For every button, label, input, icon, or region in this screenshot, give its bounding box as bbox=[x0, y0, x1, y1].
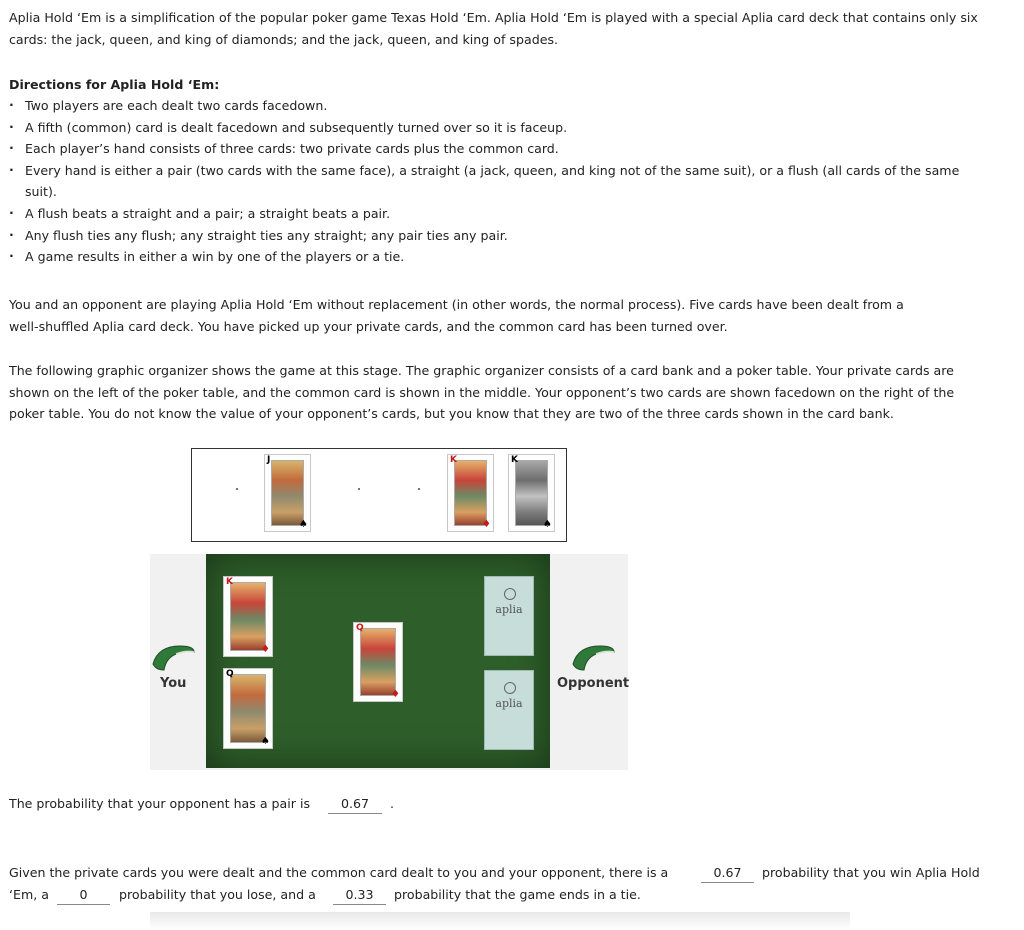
you-label: You bbox=[160, 676, 187, 691]
spade-icon: ♠ bbox=[261, 736, 270, 747]
list-item: . Every hand is either a pair (two cards with the same face), a straight (a jack, queen, and king not of the same suit), or a flush (all cards of the same suit). bbox=[0, 160, 1000, 203]
list-item: . A fifth (common) card is dealt facedown and subsequently turned over so it is faceup. bbox=[0, 117, 1000, 139]
answer-field-opponent-pair[interactable]: 0.67 bbox=[328, 795, 382, 814]
aplia-logo-icon bbox=[504, 682, 516, 694]
question-opponent-pair bbox=[9, 793, 310, 815]
directions-list bbox=[0, 95, 1000, 268]
empty-slot-marker bbox=[358, 488, 360, 490]
card-rank: K bbox=[511, 455, 518, 465]
intro-paragraph bbox=[9, 7, 1017, 50]
card-rank: Q bbox=[356, 623, 364, 633]
diamond-icon: ♦ bbox=[261, 644, 270, 655]
question-suffix: . bbox=[390, 796, 395, 811]
question-outcome-text: Given the private cards you were dealt and the common card dealt to you and your opponent, there is a bbox=[9, 865, 669, 880]
your-card-queen-spades[interactable] bbox=[223, 668, 273, 749]
empty-slot-marker bbox=[418, 488, 420, 490]
card-bank bbox=[191, 448, 567, 542]
organizer-line-1: The following graphic organizer shows the game at this stage. The graphic organizer consists of a card bank and a poker table. Your private cards are bbox=[9, 363, 954, 378]
opponent-card-facedown[interactable] bbox=[484, 670, 534, 750]
list-item: . Two players are each dealt two cards facedown. bbox=[0, 95, 1000, 117]
card-rank: K bbox=[450, 455, 457, 465]
setup-line-1: You and an opponent are playing Aplia Hold ‘Em without replacement (in other words, the normal process). Five cards have been dealt from a bbox=[9, 297, 904, 312]
question-outcome-text: probability that the game ends in a tie. bbox=[394, 887, 641, 902]
question-outcome-text: probability that you lose, and a bbox=[119, 887, 316, 902]
empty-slot-marker bbox=[236, 488, 238, 490]
diamond-icon: ♦ bbox=[482, 519, 491, 530]
card-rank: K bbox=[226, 577, 233, 587]
bank-card-king-diamonds[interactable] bbox=[447, 454, 494, 532]
opponent-label: Opponent bbox=[557, 676, 630, 691]
setup-line-2: well-shuffled Aplia card deck. You have picked up your private cards, and the common card has been turned over. bbox=[9, 318, 728, 334]
card-rank: Q bbox=[226, 669, 234, 679]
question-outcome-text: ‘Em, a bbox=[9, 887, 49, 902]
organizer-line-3: poker table. You do not know the value of your opponent’s cards, but you know that they are two of the three cards shown in the card bank. bbox=[9, 406, 894, 421]
spade-icon: ♠ bbox=[299, 519, 308, 530]
card-rank: J bbox=[267, 455, 271, 465]
opponent-visor-icon bbox=[570, 642, 616, 672]
game-setup-paragraph bbox=[9, 294, 1017, 337]
organizer-description-paragraph bbox=[9, 360, 1017, 425]
intro-line-2: cards: the jack, queen, and king of diamonds; and the jack, queen, and king of spades. bbox=[9, 31, 559, 47]
question-outcome-text: probability that you win Aplia Hold bbox=[762, 865, 980, 880]
organizer-line-2: shown on the left of the poker table, and the common card is shown in the middle. Your opponent’s two cards are shown facedown on the right of the bbox=[9, 384, 955, 400]
your-card-king-diamonds[interactable] bbox=[223, 576, 273, 657]
directions-heading: Directions for Aplia Hold ‘Em: bbox=[9, 77, 220, 92]
answer-field-win-probability[interactable]: 0.67 bbox=[701, 864, 754, 883]
you-visor-icon bbox=[150, 642, 196, 672]
list-item: . A flush beats a straight and a pair; a straight beats a pair. bbox=[0, 203, 1000, 225]
spade-icon: ♠ bbox=[543, 519, 552, 530]
list-item: . Each player’s hand consists of three cards: two private cards plus the common card. bbox=[0, 138, 1000, 160]
answer-field-tie-probability[interactable]: 0.33 bbox=[333, 886, 386, 905]
opponent-card-facedown[interactable] bbox=[484, 576, 534, 656]
aplia-logo-icon bbox=[504, 588, 516, 600]
card-back-logo: aplia bbox=[495, 603, 523, 616]
bottom-shadow bbox=[150, 912, 850, 930]
bank-card-king-spades[interactable] bbox=[508, 454, 555, 532]
intro-line-1: Aplia Hold ‘Em is a simplification of the popular poker game Texas Hold ‘Em. Aplia Hold ‘Em is played with a special Aplia card deck that contains only six bbox=[9, 10, 978, 25]
answer-field-lose-probability[interactable]: 0 bbox=[57, 886, 110, 905]
diamond-icon: ♦ bbox=[391, 689, 400, 700]
common-card-queen-diamonds[interactable] bbox=[353, 622, 403, 702]
question-text: The probability that your opponent has a pair is bbox=[9, 796, 311, 811]
card-back-logo: aplia bbox=[495, 697, 523, 710]
list-item: . A game results in either a win by one of the players or a tie. bbox=[0, 246, 1000, 268]
bank-card-jack-spades[interactable] bbox=[264, 454, 311, 532]
list-item: . Any flush ties any flush; any straight ties any straight; any pair ties any pair. bbox=[0, 225, 1000, 247]
